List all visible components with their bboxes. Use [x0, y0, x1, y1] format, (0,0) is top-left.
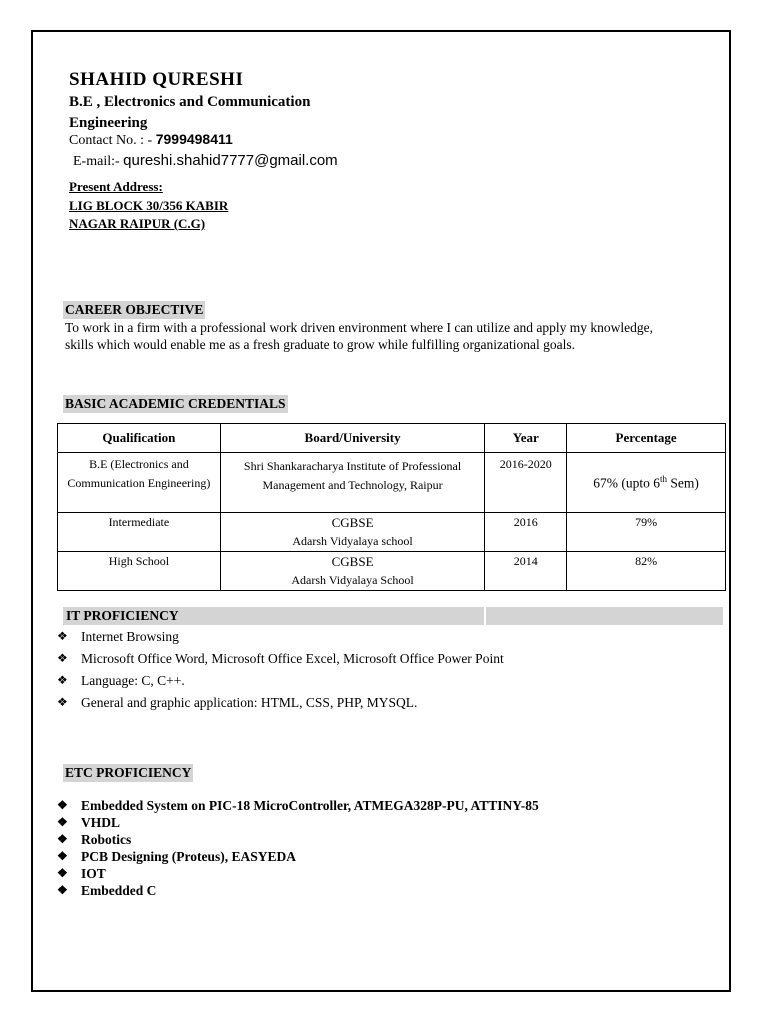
- degree: B.E , Electronics and Communication Engineering: [69, 94, 311, 131]
- list-item-text: General and graphic application: HTML, CSS, PHP, MYSQL.: [81, 695, 418, 710]
- board-cell: [220, 552, 485, 591]
- list-item-text: Robotics: [81, 832, 132, 847]
- board-line: Adarsh Vidyalaya school: [292, 534, 413, 548]
- column-header: Qualification: [58, 424, 221, 453]
- list-item-text: Embedded System on PIC-18 MicroController, ATMEGA328P-PU, ATTINY-85: [81, 798, 539, 813]
- diamond-bullet-icon: ❖: [57, 798, 68, 812]
- it-proficiency-heading: IT PROFICIENCY: [66, 608, 179, 623]
- list-item-text: IOT: [81, 866, 106, 881]
- diamond-bullet-icon: ❖: [57, 629, 68, 643]
- address-line-1: LIG BLOCK 30/356 KABIR: [69, 198, 229, 213]
- academic-heading: BASIC ACADEMIC CREDENTIALS: [65, 396, 286, 411]
- board-line: CGBSE: [331, 515, 374, 530]
- percentage-cell: 79%: [567, 513, 726, 552]
- diamond-bullet-icon: ❖: [57, 815, 68, 829]
- contact-number: 7999498411: [155, 131, 233, 147]
- board-line: Adarsh Vidyalaya School: [291, 573, 414, 587]
- board-line: CGBSE: [331, 554, 374, 569]
- list-item: [57, 848, 539, 865]
- email-line: [73, 152, 338, 170]
- column-header: Board/University: [220, 424, 485, 453]
- candidate-name: SHAHID QURESHI: [69, 69, 244, 90]
- table-row: [58, 552, 726, 591]
- heading-bar-separator: [484, 607, 486, 625]
- table-header-row: [58, 424, 726, 453]
- contact-line: [69, 131, 233, 149]
- list-item: [57, 672, 504, 694]
- list-item: [57, 882, 539, 899]
- column-header: Year: [485, 424, 567, 453]
- diamond-bullet-icon: ❖: [57, 695, 68, 709]
- list-item: [57, 865, 539, 882]
- etc-proficiency-list: [57, 797, 539, 899]
- list-item: [57, 814, 539, 831]
- qualification-cell: High School: [58, 552, 221, 591]
- diamond-bullet-icon: ❖: [57, 832, 68, 846]
- year-cell: 2014: [485, 552, 567, 591]
- email-label: E-mail:-: [73, 154, 124, 169]
- percentage-sup: th: [660, 473, 668, 484]
- address-label: Present Address:: [69, 179, 163, 194]
- career-objective-text: To work in a firm with a professional work driven environment where I can utilize and apply my knowledge, skills which would enable me as a fresh graduate to grow while fulfilling organizational goals.: [65, 320, 654, 352]
- diamond-bullet-icon: ❖: [57, 673, 68, 687]
- percentage-text: 67% (upto 6: [593, 475, 661, 491]
- email-address: qureshi.shahid7777@gmail.com: [123, 152, 338, 169]
- diamond-bullet-icon: ❖: [57, 883, 68, 897]
- list-item-text: Embedded C: [81, 883, 157, 898]
- academic-table: [57, 423, 726, 591]
- list-item-text: Internet Browsing: [81, 629, 179, 644]
- diamond-bullet-icon: ❖: [57, 651, 68, 665]
- board-cell: Shri Shankaracharya Institute of Professional Management and Technology, Raipur: [220, 453, 485, 513]
- table-row: [58, 513, 726, 552]
- year-cell: 2016: [485, 513, 567, 552]
- contact-label: Contact No. : -: [69, 133, 156, 148]
- etc-proficiency-heading: ETC PROFICIENCY: [65, 765, 192, 780]
- column-header: Percentage: [567, 424, 726, 453]
- list-item-text: VHDL: [81, 815, 121, 830]
- list-item: [57, 694, 504, 716]
- qualification-cell: Intermediate: [58, 513, 221, 552]
- year-cell: 2016-2020: [485, 453, 567, 513]
- table-row: [58, 453, 726, 513]
- qualification-cell: B.E (Electronics and Communication Engineering): [58, 453, 221, 513]
- list-item: [57, 797, 539, 814]
- percentage-cell: [567, 453, 726, 513]
- list-item-text: Microsoft Office Word, Microsoft Office Excel, Microsoft Office Power Point: [81, 651, 504, 666]
- diamond-bullet-icon: ❖: [57, 866, 68, 880]
- address-line-2: NAGAR RAIPUR (C.G): [69, 216, 206, 231]
- list-item: [57, 831, 539, 848]
- percentage-cell: 82%: [567, 552, 726, 591]
- list-item: [57, 650, 504, 672]
- diamond-bullet-icon: ❖: [57, 849, 68, 863]
- list-item-text: PCB Designing (Proteus), EASYEDA: [81, 849, 297, 864]
- list-item: [57, 628, 504, 650]
- board-cell: [220, 513, 485, 552]
- list-item-text: Language: C, C++.: [81, 673, 185, 688]
- career-objective-heading: CAREER OBJECTIVE: [65, 302, 204, 317]
- percentage-suffix: Sem): [667, 475, 699, 491]
- it-proficiency-list: [57, 628, 504, 716]
